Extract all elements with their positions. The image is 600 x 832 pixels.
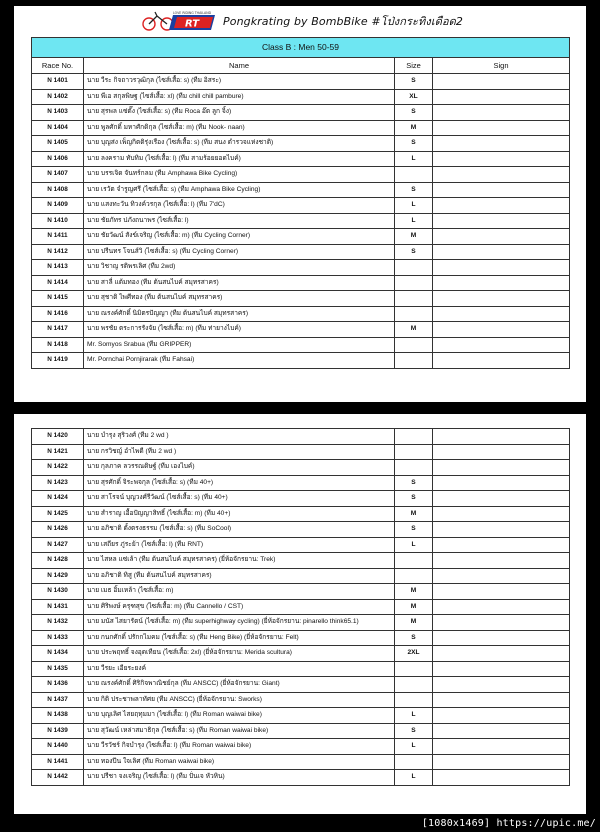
shirt-size: S <box>395 475 433 491</box>
race-number: N 1412 <box>32 244 84 260</box>
table-row <box>32 291 570 307</box>
shirt-size: S <box>395 491 433 507</box>
shirt-size: S <box>395 522 433 538</box>
shirt-size: S <box>395 244 433 260</box>
signature-cell[interactable] <box>433 537 570 553</box>
rider-name: นาย บุญส่ง เพ็ญกิตติรุ่งเรือง (ไซส์เสื้อ: s) (ทีม สนง ตำรวจแห่งชาติ) <box>84 136 395 152</box>
signature-cell[interactable] <box>433 522 570 538</box>
race-number: N 1413 <box>32 260 84 276</box>
race-number: N 1434 <box>32 646 84 662</box>
rt-logo-icon <box>137 10 217 32</box>
race-number: N 1431 <box>32 599 84 615</box>
shirt-size: M <box>395 615 433 631</box>
shirt-size: M <box>395 229 433 245</box>
race-number: N 1430 <box>32 584 84 600</box>
table-row <box>32 136 570 152</box>
rider-name: นาย วีรวัชร์ กิจบำรุง (ไซส์เสื้อ: l) (ทีม Roman waiwai bike) <box>84 739 395 755</box>
race-number: N 1436 <box>32 677 84 693</box>
shirt-size: M <box>395 584 433 600</box>
shirt-size: 2XL <box>395 646 433 662</box>
rider-name: นาย ศิริพงษ์ ครุฑสุข (ไซส์เสื้อ: m) (ทีม Cannello / CST) <box>84 599 395 615</box>
race-number: N 1408 <box>32 182 84 198</box>
rider-name: นาย ประพฤทธิ์ จงอุดเทียน (ไซส์เสื้อ: 2xl) (ยี่ห้อจักรยาน: Merida scultura) <box>84 646 395 662</box>
table-row <box>32 615 570 631</box>
rider-name: นาย สาลี่ แต้มทอง (ทีม ต้นสนไบค์ สมุทรสาคร) <box>84 275 395 291</box>
race-number: N 1419 <box>32 353 84 369</box>
rider-name: นาย ไสหล แซ่เล้า (ทีม ต้นสนไบค์ สมุทรสาคร) (ยี่ห้อจักรยาน: Trek) <box>84 553 395 569</box>
table-row <box>32 275 570 291</box>
race-number: N 1410 <box>32 213 84 229</box>
rider-name: นาย อภิชาติ ทิสู (ทีม ต้นสนไบค์ สมุทรสาคร) <box>84 568 395 584</box>
rider-name: นาย ณรงค์ศักดิ์ ศิริกิจพาณิชย์กุล (ทีม ANSCC) (ยี่ห้อจักรยาน: Giant) <box>84 677 395 693</box>
table-row <box>32 89 570 105</box>
race-number: N 1424 <box>32 491 84 507</box>
signature-cell[interactable] <box>433 553 570 569</box>
rider-name: Mr. Somyos Srabua (ทีม GRIPPER) <box>84 337 395 353</box>
table-row <box>32 584 570 600</box>
table-row <box>32 506 570 522</box>
table-row <box>32 244 570 260</box>
shirt-size: L <box>395 708 433 724</box>
signature-cell[interactable] <box>433 584 570 600</box>
rider-name: นาย บุญเลิศ ไสยฤทุมมา (ไซส์เสื้อ: l) (ทีม Roman waiwai bike) <box>84 708 395 724</box>
race-number: N 1426 <box>32 522 84 538</box>
shirt-size <box>395 553 433 569</box>
rider-name: นาย วีรยะ เอียระยงค์ <box>84 661 395 677</box>
table-row <box>32 754 570 770</box>
rider-name: นาย กนกศักดิ์ ปรักกไมคม (ไซส์เสื้อ: s) (ทีม Heng Bike) (ยี่ห้อจักรยาน: Felt) <box>84 630 395 646</box>
signature-cell[interactable] <box>433 708 570 724</box>
table-row <box>32 322 570 338</box>
rider-name: นาย มนัส ไสยารัตน์ (ไซส์เสื้อ: m) (ทีม superhighway cycling) (ยี่ห้อจักรยาน: pinarello think65.1) <box>84 615 395 631</box>
table-row <box>32 151 570 167</box>
shirt-size: XL <box>395 89 433 105</box>
shirt-size: S <box>395 723 433 739</box>
table-row <box>32 337 570 353</box>
shirt-size: M <box>395 506 433 522</box>
signature-cell[interactable] <box>433 770 570 786</box>
shirt-size: S <box>395 74 433 90</box>
rider-name: นาย อภิชาติ ตั้งตรงธรรม (ไซส์เสื้อ: s) (ทีม SoCool) <box>84 522 395 538</box>
table-row <box>32 167 570 183</box>
table-row <box>32 182 570 198</box>
rider-name: นาย สาโรจน์ บุญวงศ์รีวัฒน์ (ไซส์เสื้อ: s) (ทีม 40+) <box>84 491 395 507</box>
signature-cell[interactable] <box>433 646 570 662</box>
col-name: Name <box>84 58 395 74</box>
shirt-size <box>395 306 433 322</box>
signature-cell[interactable] <box>433 692 570 708</box>
rider-name: นาย สุรพล แซ่ตั๊ง (ไซส์เสื้อ: s) (ทีม Roca อ๊ต ลูก จิ้ง) <box>84 105 395 121</box>
rider-name: นาย พรชัย ตระการรังจัย (ไซส์เสื้อ: m) (ทีม ท่ายางไบค์) <box>84 322 395 338</box>
race-number: N 1428 <box>32 553 84 569</box>
col-size: Size <box>395 58 433 74</box>
event-header <box>14 6 586 36</box>
signature-cell[interactable] <box>433 322 570 338</box>
table-row <box>32 460 570 476</box>
roster-table <box>31 37 570 369</box>
shirt-size: L <box>395 213 433 229</box>
class-title: Class B : Men 50-59 <box>32 38 570 58</box>
svg-text:RT: RT <box>185 18 200 30</box>
rider-name: นาย ปรีชา จงเจริญ (ไซส์เสื้อ: l) (ทีม ปั่นเจ หัวหิน) <box>84 770 395 786</box>
signature-cell[interactable] <box>433 615 570 631</box>
signature-cell[interactable] <box>433 723 570 739</box>
race-number: N 1423 <box>32 475 84 491</box>
rider-name: นาย กิติ ประชาพลาทัศย (ทีม ANSCC) (ยี่ห้อจักรยาน: Sworks) <box>84 692 395 708</box>
shirt-size: L <box>395 739 433 755</box>
signature-cell[interactable] <box>433 568 570 584</box>
rider-name: นาย ลงคราม ทับทิม (ไซส์เสื้อ: l) (ทีม สามร้อยยอดไบค์) <box>84 151 395 167</box>
rider-name: นาย แสงทะวัน ทิวงค์วรกุล (ไซส์เสื้อ: l) (ทีม 7'dC) <box>84 198 395 214</box>
signature-cell[interactable] <box>433 74 570 90</box>
shirt-size: M <box>395 120 433 136</box>
shirt-size <box>395 661 433 677</box>
rider-name: Mr. Pornchai Pornjirarak (ทีม Fahsai) <box>84 353 395 369</box>
shirt-size: L <box>395 198 433 214</box>
col-race-no: Race No. <box>32 58 84 74</box>
race-number: N 1415 <box>32 291 84 307</box>
signature-cell[interactable] <box>433 120 570 136</box>
signature-cell[interactable] <box>433 89 570 105</box>
shirt-size <box>395 260 433 276</box>
race-number: N 1433 <box>32 630 84 646</box>
signature-cell[interactable] <box>433 475 570 491</box>
shirt-size <box>395 754 433 770</box>
race-number: N 1439 <box>32 723 84 739</box>
rider-name: นาย ทองปีน ใจเลิศ (ทีม Roman waiwai bike) <box>84 754 395 770</box>
signature-cell[interactable] <box>433 275 570 291</box>
race-number: N 1402 <box>32 89 84 105</box>
signature-cell[interactable] <box>433 491 570 507</box>
rider-name: นาย สุชาติ ไพศีทอง (ทีม ต้นสนไบค์ สมุทรสาคร) <box>84 291 395 307</box>
signature-cell[interactable] <box>433 444 570 460</box>
shirt-size: S <box>395 105 433 121</box>
shirt-size <box>395 291 433 307</box>
race-number: N 1442 <box>32 770 84 786</box>
table-row <box>32 198 570 214</box>
shirt-size: L <box>395 770 433 786</box>
table-row <box>32 770 570 786</box>
rider-name: นาย วิชาญ รติพรเลิศ (ทีม 2wd) <box>84 260 395 276</box>
signature-cell[interactable] <box>433 630 570 646</box>
rider-name: นาย สุรศักดิ์ จิระพจกุล (ไซส์เสื้อ: s) (ทีม 40+) <box>84 475 395 491</box>
image-watermark: [1080x1469] https://upic.me/ <box>421 818 596 829</box>
table-row <box>32 568 570 584</box>
signature-cell[interactable] <box>433 739 570 755</box>
rider-name: นาย ปรีนทร โจนส์วิ (ไซส์เสื้อ: s) (ทีม Cycling Corner) <box>84 244 395 260</box>
event-title: Pongkrating by BombBike #โป่งกระทิงเดือด2 <box>223 15 463 28</box>
table-row <box>32 692 570 708</box>
shirt-size: S <box>395 630 433 646</box>
table-row <box>32 475 570 491</box>
signature-cell[interactable] <box>433 429 570 445</box>
column-header-row <box>32 58 570 74</box>
signature-cell[interactable] <box>433 151 570 167</box>
race-number: N 1407 <box>32 167 84 183</box>
signature-cell[interactable] <box>433 136 570 152</box>
shirt-size <box>395 353 433 369</box>
logo-text: LOVE RIDING THAILAND <box>173 11 212 15</box>
signature-cell[interactable] <box>433 198 570 214</box>
table-row <box>32 723 570 739</box>
signature-cell[interactable] <box>433 337 570 353</box>
rider-name: นาย เรวัต จำรูญศรี (ไซส์เสื้อ: s) (ทีม Amphawa Bike Cycling) <box>84 182 395 198</box>
race-number: N 1414 <box>32 275 84 291</box>
table-row <box>32 353 570 369</box>
shirt-size: M <box>395 322 433 338</box>
shirt-size <box>395 337 433 353</box>
race-number: N 1406 <box>32 151 84 167</box>
table-row <box>32 677 570 693</box>
signature-cell[interactable] <box>433 213 570 229</box>
rider-name: นาย พีเอ สกุลพิษฐ (ไซส์เสื้อ: xl) (ทีม chill chill pambure) <box>84 89 395 105</box>
race-number: N 1409 <box>32 198 84 214</box>
shirt-size <box>395 692 433 708</box>
rider-name: นาย พูลศักดิ์ มหาศักดิกุล (ไซส์เสื้อ: m) (ทีม Nook- naan) <box>84 120 395 136</box>
signature-cell[interactable] <box>433 353 570 369</box>
rider-name: นาย สุวัฒน์ เหล่าสมาธิกุล (ไซส์เสื้อ: s) (ทีม Roman waiwai bike) <box>84 723 395 739</box>
signature-cell[interactable] <box>433 244 570 260</box>
race-number: N 1404 <box>32 120 84 136</box>
race-number: N 1435 <box>32 661 84 677</box>
table-row <box>32 229 570 245</box>
signature-cell[interactable] <box>433 506 570 522</box>
race-number: N 1429 <box>32 568 84 584</box>
race-number: N 1421 <box>32 444 84 460</box>
shirt-size <box>395 460 433 476</box>
rider-name: นาย บรรเจิด จันทร์กลม (ทีม Amphawa Bike Cycling) <box>84 167 395 183</box>
table-row <box>32 260 570 276</box>
table-row <box>32 105 570 121</box>
table-row <box>32 522 570 538</box>
shirt-size: L <box>395 151 433 167</box>
shirt-size: L <box>395 537 433 553</box>
table-row <box>32 120 570 136</box>
table-row <box>32 444 570 460</box>
rider-name: นาย กุลภาค ลวรรณดิษฐ์ (ทีม เองไบค์) <box>84 460 395 476</box>
roster-page-2 <box>14 414 586 814</box>
signature-cell[interactable] <box>433 167 570 183</box>
race-number: N 1425 <box>32 506 84 522</box>
rider-name: นาย วีระ กิจถาวรวุฒิกุล (ไซส์เสื้อ: s) (ทีม อิสระ) <box>84 74 395 90</box>
signature-cell[interactable] <box>433 599 570 615</box>
race-number: N 1411 <box>32 229 84 245</box>
rider-name: นาย ชัยภัทร ปภังถนาพร (ไซส์เสื้อ: l) <box>84 213 395 229</box>
race-number: N 1432 <box>32 615 84 631</box>
race-number: N 1403 <box>32 105 84 121</box>
rider-name: นาย เสถียร ภู่ระย้า (ไซส์เสื้อ: l) (ทีม RNT) <box>84 537 395 553</box>
rider-name: นาย กรวิชญ์ อำไพดี (ทีม 2 wd ) <box>84 444 395 460</box>
shirt-size: S <box>395 136 433 152</box>
table-row <box>32 708 570 724</box>
signature-cell[interactable] <box>433 260 570 276</box>
race-number: N 1405 <box>32 136 84 152</box>
race-number: N 1438 <box>32 708 84 724</box>
rider-name: นาย ณรงค์ศักดิ์ นิมิตรปัญญา (ทีม ต้นสนไบค์ สมุทรสาคร) <box>84 306 395 322</box>
shirt-size: M <box>395 599 433 615</box>
signature-cell[interactable] <box>433 105 570 121</box>
race-number: N 1418 <box>32 337 84 353</box>
rider-name: นาย ชัยวัฒน์ สังข์เจริญ (ไซส์เสื้อ: m) (ทีม Cycling Corner) <box>84 229 395 245</box>
shirt-size <box>395 275 433 291</box>
table-row <box>32 213 570 229</box>
table-row <box>32 306 570 322</box>
race-number: N 1437 <box>32 692 84 708</box>
signature-cell[interactable] <box>433 306 570 322</box>
signature-cell[interactable] <box>433 182 570 198</box>
signature-cell[interactable] <box>433 677 570 693</box>
race-number: N 1417 <box>32 322 84 338</box>
class-title-row <box>32 38 570 58</box>
signature-cell[interactable] <box>433 229 570 245</box>
col-sign: Sign <box>433 58 570 74</box>
roster-table-continued <box>31 428 570 786</box>
table-row <box>32 74 570 90</box>
race-number: N 1420 <box>32 429 84 445</box>
shirt-size <box>395 568 433 584</box>
shirt-size <box>395 429 433 445</box>
signature-cell[interactable] <box>433 460 570 476</box>
race-number: N 1441 <box>32 754 84 770</box>
race-number: N 1401 <box>32 74 84 90</box>
shirt-size <box>395 167 433 183</box>
race-number: N 1440 <box>32 739 84 755</box>
rider-name: นาย สำราญ เอื้อปัญญาสิทธิ์ (ไซส์เสื้อ: m) (ทีม 40+) <box>84 506 395 522</box>
rider-name: นาย เมธ อิ้มเหล้า (ไซส์เสื้อ: m) <box>84 584 395 600</box>
shirt-size <box>395 444 433 460</box>
table-row <box>32 599 570 615</box>
table-row <box>32 739 570 755</box>
signature-cell[interactable] <box>433 661 570 677</box>
signature-cell[interactable] <box>433 754 570 770</box>
table-row <box>32 661 570 677</box>
race-number: N 1416 <box>32 306 84 322</box>
table-row <box>32 537 570 553</box>
race-number: N 1427 <box>32 537 84 553</box>
shirt-size <box>395 677 433 693</box>
table-row <box>32 630 570 646</box>
table-row <box>32 646 570 662</box>
table-row <box>32 491 570 507</box>
race-number: N 1422 <box>32 460 84 476</box>
roster-page-1 <box>14 6 586 402</box>
signature-cell[interactable] <box>433 291 570 307</box>
table-row <box>32 429 570 445</box>
table-row <box>32 553 570 569</box>
rider-name: นาย บำรุง สุริวงศ์ (ทีม 2 wd ) <box>84 429 395 445</box>
shirt-size: S <box>395 182 433 198</box>
